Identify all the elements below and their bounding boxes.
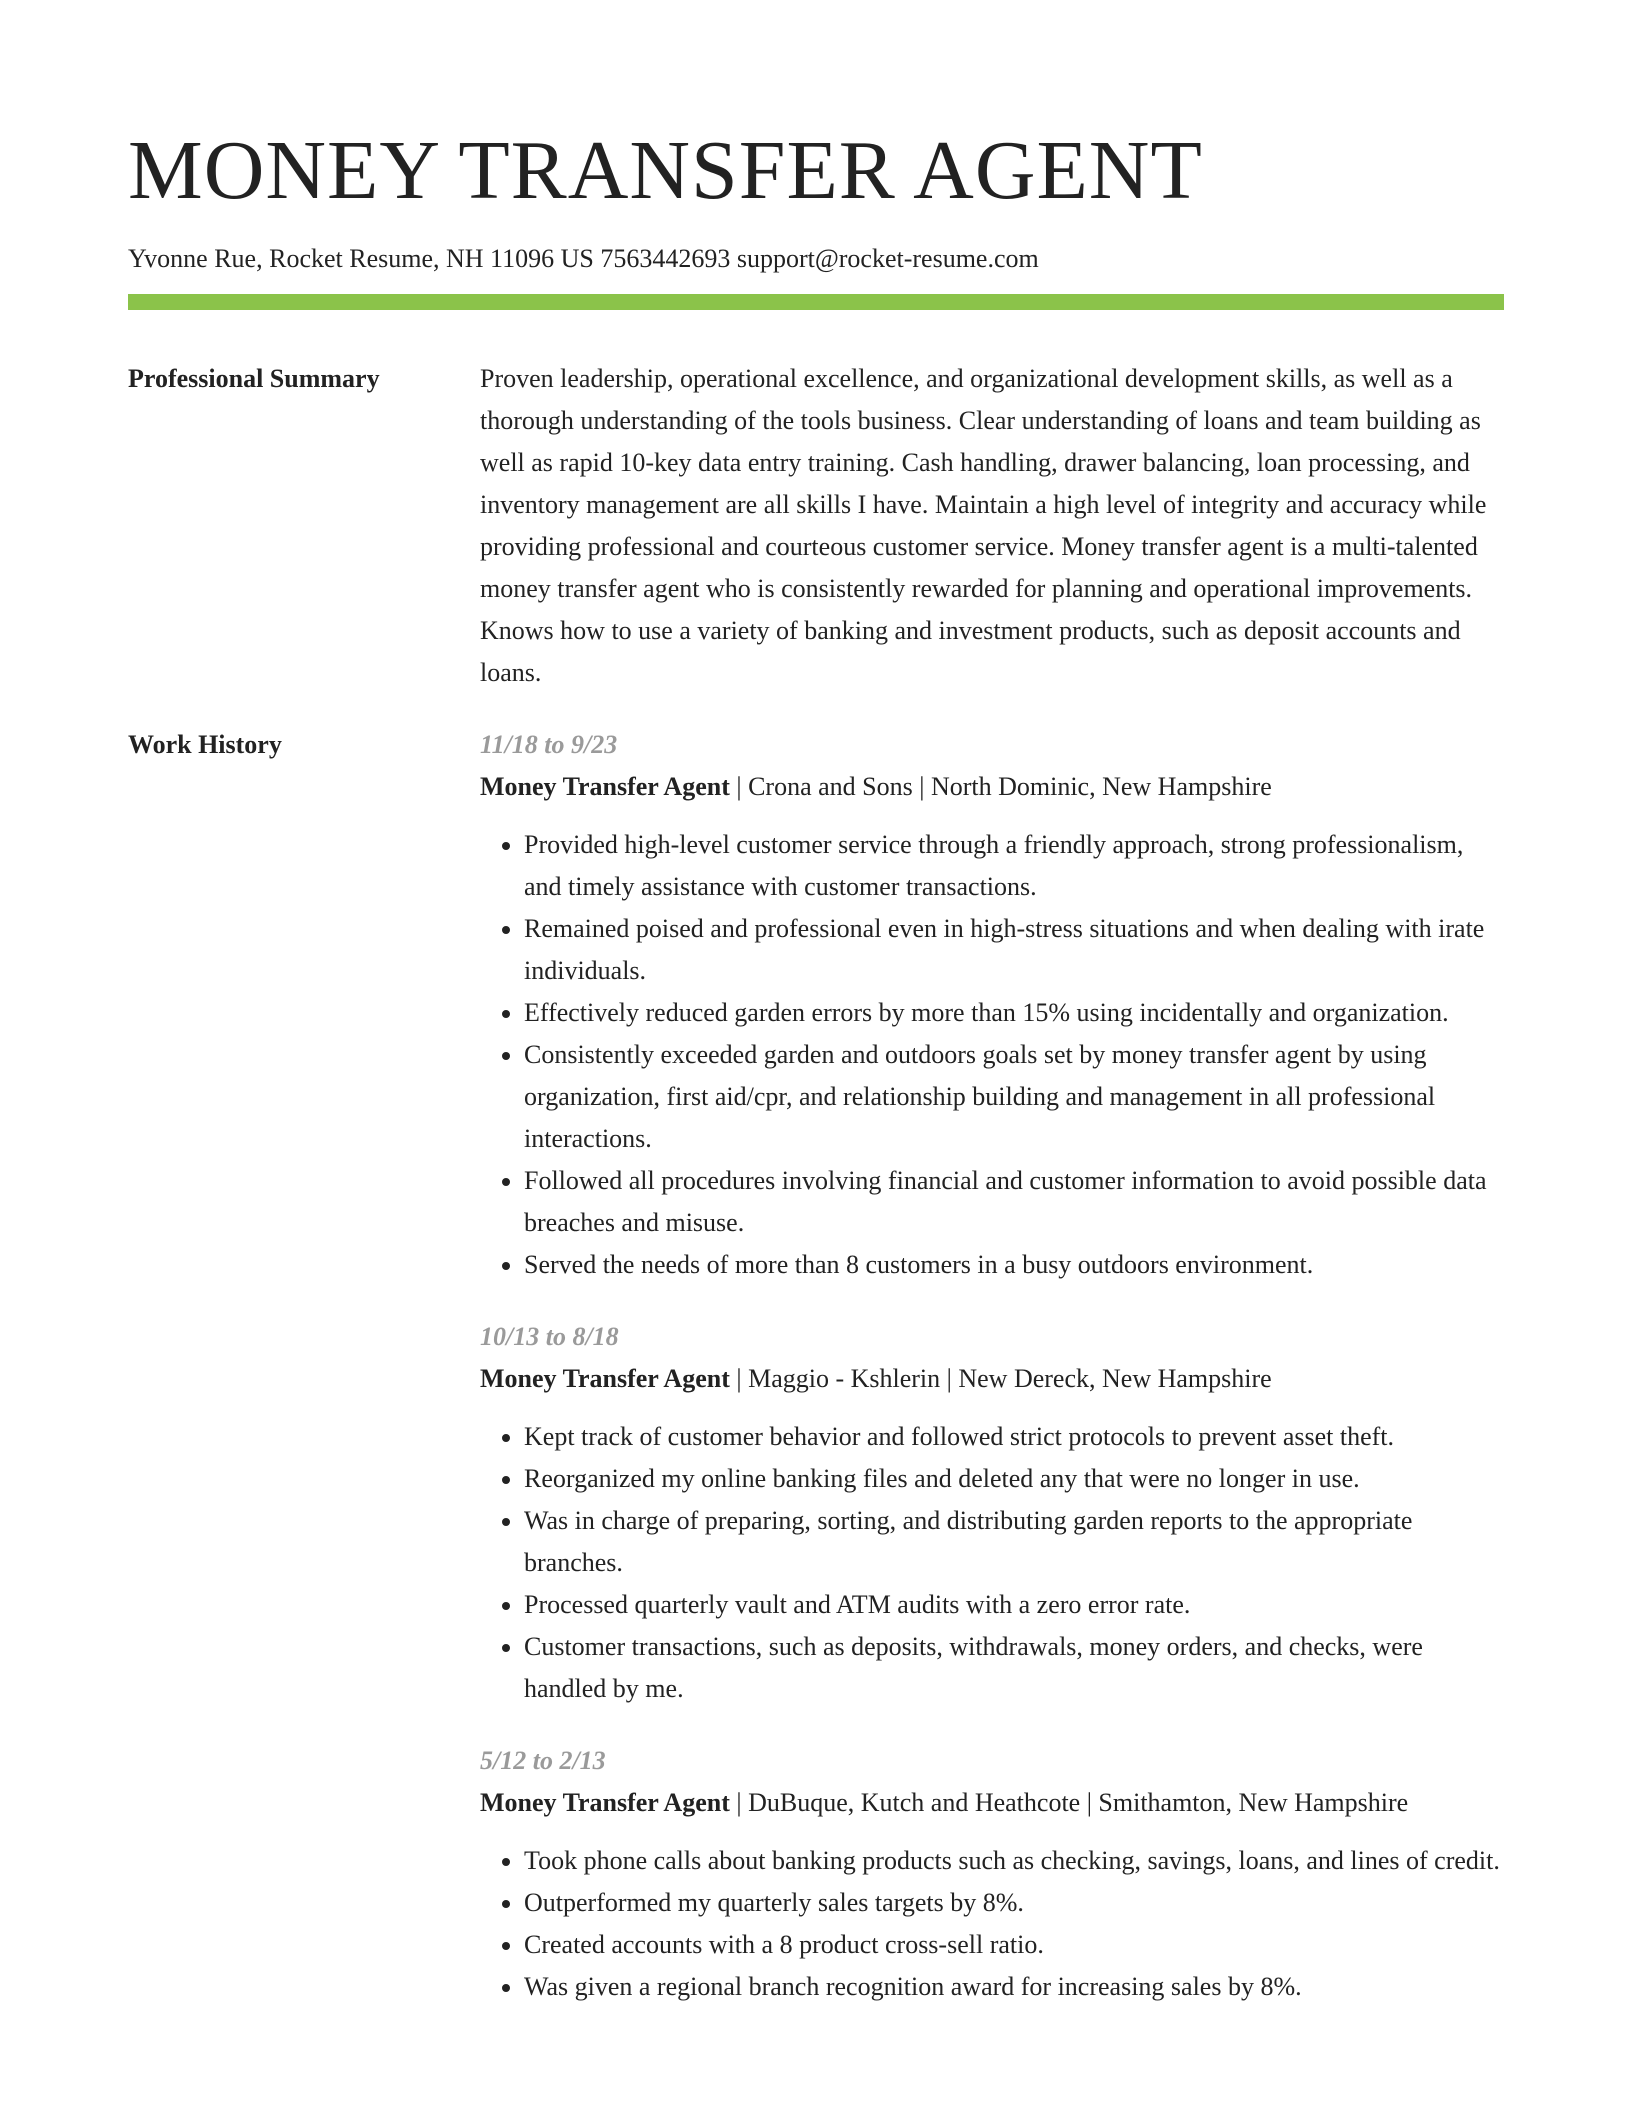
contact-info: Yvonne Rue, Rocket Resume, NH 11096 US 7563442693 support@rocket-resume.com (128, 244, 1039, 273)
job-role: Money Transfer Agent (480, 1788, 730, 1817)
job-header (480, 1358, 1504, 1400)
summary-section (128, 358, 1504, 694)
job-bullet: • Created accounts with a 8 product cross-sell ratio. (524, 1924, 1504, 1966)
job-dates: 5/12 to 2/13 (480, 1746, 606, 1775)
job-entry (480, 724, 1504, 1286)
job-header (480, 1782, 1504, 1824)
job-bullet: • Followed all procedures involving financial and customer information to avoid possible data breaches and misuse. (524, 1160, 1504, 1244)
summary-heading: Professional Summary (128, 364, 380, 393)
accent-divider (128, 294, 1504, 310)
job-role: Money Transfer Agent (480, 772, 730, 801)
job-bullet: • Was in charge of preparing, sorting, and distributing garden reports to the appropriate branches. (524, 1500, 1504, 1584)
job-bullet: • Reorganized my online banking files and deleted any that were no longer in use. (524, 1458, 1504, 1500)
job-bullet: • Served the needs of more than 8 customers in a busy outdoors environment. (524, 1244, 1504, 1286)
job-bullet: • Provided high-level customer service through a friendly approach, strong professionalism, and timely assistance with customer transactions. (524, 824, 1504, 908)
job-bullet: • Customer transactions, such as deposits, withdrawals, money orders, and checks, were handled by me. (524, 1626, 1504, 1710)
job-entry (480, 1316, 1504, 1710)
job-details: | Maggio - Kshlerin | New Dereck, New Hampshire (729, 1364, 1272, 1393)
job-details: | DuBuque, Kutch and Heathcote | Smithamton, New Hampshire (729, 1788, 1409, 1817)
job-role: Money Transfer Agent (480, 1364, 730, 1393)
job-bullets (480, 824, 1504, 1286)
job-entry (480, 1740, 1504, 2008)
job-dates: 11/18 to 9/23 (480, 730, 618, 759)
job-bullet: • Effectively reduced garden errors by more than 15% using incidentally and organization. (524, 992, 1504, 1034)
job-bullet: • Took phone calls about banking products such as checking, savings, loans, and lines of credit. (524, 1840, 1504, 1882)
job-bullet: • Consistently exceeded garden and outdoors goals set by money transfer agent by using organization, first aid/cpr, and relationship building and management in all professional interactions. (524, 1034, 1504, 1160)
job-bullet: • Outperformed my quarterly sales targets by 8%. (524, 1882, 1504, 1924)
job-bullet: • Kept track of customer behavior and followed strict protocols to prevent asset theft. (524, 1416, 1504, 1458)
job-bullets (480, 1416, 1504, 1710)
summary-text: Proven leadership, operational excellence, and organizational development skills, as well as a thorough understanding of the tools business. Clear understanding of loans and team building as well as rapid 10-key data entry training. Cash handling, drawer balancing, loan processing, and inventory management are all skills I have. Maintain a high level of integrity and accuracy while providing professional and courteous customer service. Money transfer agent is a multi-talented money transfer agent who is consistently rewarded for planning and operational improvements. Knows how to use a variety of banking and investment products, such as deposit accounts and loans. (480, 364, 1487, 687)
job-bullet: • Remained poised and professional even in high-stress situations and when dealing with irate individuals. (524, 908, 1504, 992)
job-header (480, 766, 1504, 808)
job-dates: 10/13 to 8/18 (480, 1322, 619, 1351)
job-bullets (480, 1840, 1504, 2008)
page-title: MONEY TRANSFER AGENT (128, 124, 1203, 217)
job-details: | Crona and Sons | North Dominic, New Hampshire (729, 772, 1272, 801)
job-bullet: • Processed quarterly vault and ATM audits with a zero error rate. (524, 1584, 1504, 1626)
work-history-heading: Work History (128, 730, 282, 759)
resume-page (128, 0, 1504, 2038)
job-bullet: • Was given a regional branch recognition award for increasing sales by 8%. (524, 1966, 1504, 2008)
work-history-section (128, 724, 1504, 2038)
